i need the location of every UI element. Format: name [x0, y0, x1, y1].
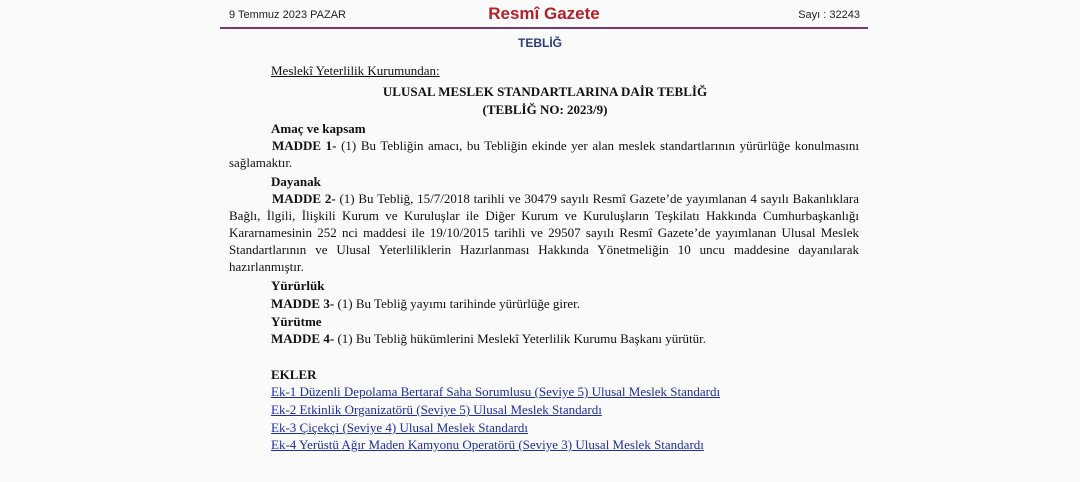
issuing-institution: Meslekî Yeterlilik Kurumundan:	[271, 63, 440, 78]
annex-link-1[interactable]: Ek-1 Düzenli Depolama Bertaraf Saha Sorumlusu (Seviye 5) Ulusal Meslek Standardı	[271, 384, 721, 399]
article-4-text: (1) Bu Tebliğ hükümlerini Meslekî Yeterlilik Kurumu Başkanı yürütür.	[334, 331, 707, 346]
document-title: ULUSAL MESLEK STANDARTLARINA DAİR TEBLİĞ	[382, 84, 708, 99]
article-1	[229, 137, 859, 171]
article-1-text: (1) Bu Tebliğin amacı, bu Tebliğin ekinde yer alan meslek standartlarının yürürlüğe konulmasını sağlamaktır.	[229, 138, 859, 170]
article-4-label: MADDE 4-	[271, 331, 335, 346]
section-label: TEBLİĞ	[518, 36, 562, 50]
masthead-issue-number: Sayı : 32243	[798, 9, 860, 21]
heading-basis: Dayanak	[271, 174, 321, 189]
annexes-heading: EKLER	[271, 367, 317, 382]
masthead-date: 9 Temmuz 2023 PAZAR	[229, 9, 346, 21]
heading-purpose: Amaç ve kapsam	[271, 121, 366, 136]
document-number: (TEBLİĞ NO: 2023/9)	[482, 102, 608, 117]
article-4	[271, 331, 706, 346]
masthead	[220, 4, 868, 26]
article-3	[271, 296, 580, 311]
heading-execution: Yürütme	[271, 314, 322, 329]
heading-effective: Yürürlük	[271, 278, 325, 293]
annex-link-2[interactable]: Ek-2 Etkinlik Organizatörü (Seviye 5) Ulusal Meslek Standardı	[271, 402, 602, 417]
article-2-label: MADDE 2-	[272, 191, 336, 206]
annex-link-3[interactable]: Ek-3 Çiçekçi (Seviye 4) Ulusal Meslek Standardı	[271, 420, 529, 435]
annex-link-4[interactable]: Ek-4 Yerüstü Ağır Maden Kamyonu Operatörü (Seviye 3) Ulusal Meslek Standardı	[271, 437, 704, 452]
article-1-label: MADDE 1-	[272, 138, 337, 153]
article-2-text: (1) Bu Tebliğ, 15/7/2018 tarihli ve 30479 sayılı Resmî Gazete’de yayımlanan 4 sayılı Bakanlıklara Bağlı, İlgili, İlişkili Kurum ve Kuruluşlar ile Diğer Kurum ve Kuruluşların Teşkilatı Hakkında Cumhurbaşkanlığı Kararnamesinin 252 nci maddesi ile 19/10/2015 tarihli ve 29507 sayılı Resmî Gazete’de yayımlanan Ulusal Meslek Standartlarının ve Ulusal Yeterliliklerin Hazırlanması Hakkında Yönetmeliğin 10 uncu maddesine dayanılarak hazırlanmıştır.	[229, 191, 859, 274]
masthead-title: Resmî Gazete	[488, 4, 600, 23]
masthead-rule	[220, 27, 868, 29]
article-3-label: MADDE 3-	[271, 296, 335, 311]
article-2	[229, 190, 859, 275]
article-3-text: (1) Bu Tebliğ yayımı tarihinde yürürlüğe girer.	[334, 296, 580, 311]
